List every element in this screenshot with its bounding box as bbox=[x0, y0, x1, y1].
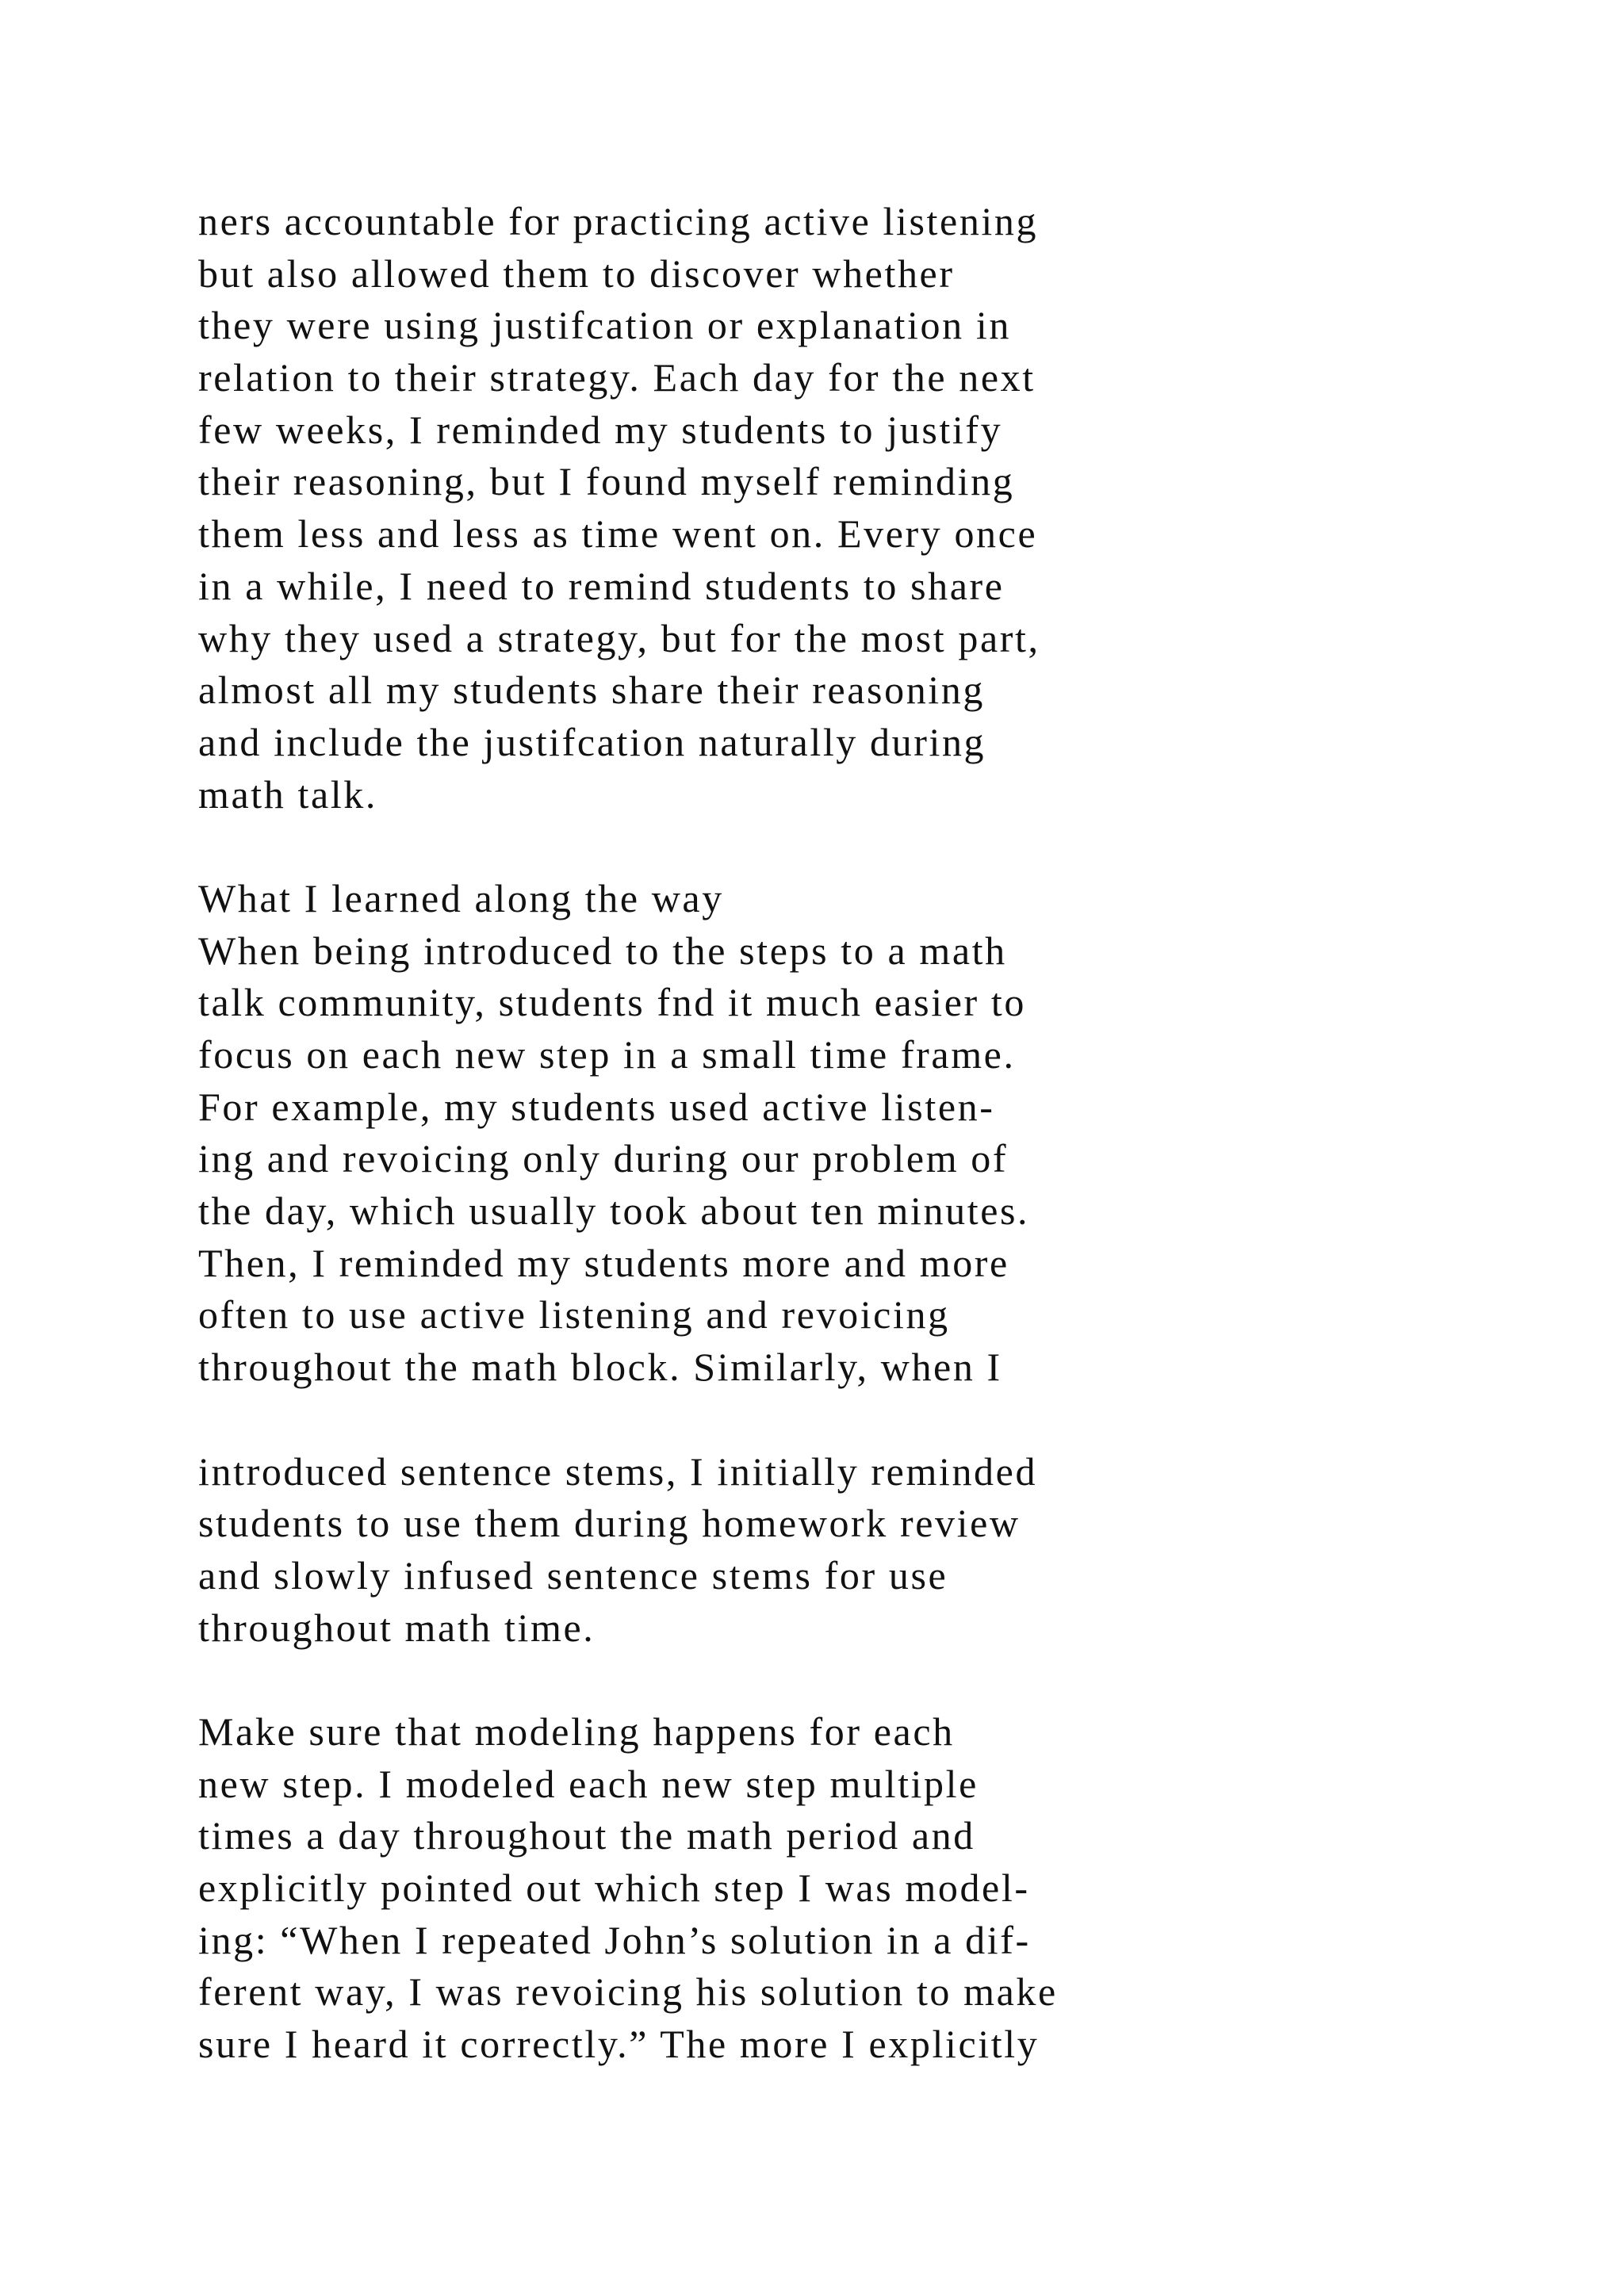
text-line: ing and revoicing only during our problem of bbox=[198, 1136, 1009, 1181]
section-heading: What I learned along the way bbox=[198, 875, 724, 920]
text-line: them less and less as time went on. Every once bbox=[198, 511, 1038, 557]
text-line: ners accountable for practicing active listening bbox=[198, 199, 1039, 243]
text-line: Then, I reminded my students more and more bbox=[198, 1240, 1009, 1285]
text-line: often to use active listening and revoicing bbox=[198, 1292, 950, 1337]
text-line: students to use them during homework review bbox=[198, 1501, 1021, 1546]
paragraph-gap bbox=[198, 1654, 1388, 1706]
text-line: sure I heard it correctly.” The more I explicitly bbox=[198, 2022, 1040, 2067]
text-line: introduced sentence stems, I initially reminded bbox=[198, 1448, 1038, 1494]
text-line: the day, which usually took about ten minutes. bbox=[198, 1188, 1030, 1234]
body-text bbox=[198, 196, 1388, 2071]
text-line: and slowly infused sentence stems for use bbox=[198, 1552, 948, 1598]
text-line: their reasoning, but I found myself reminding bbox=[198, 459, 1015, 504]
text-line: but also allowed them to discover whether bbox=[198, 251, 955, 296]
text-line: in a while, I need to remind students to share bbox=[198, 563, 1005, 608]
text-line: When being introduced to the steps to a math bbox=[198, 928, 1007, 973]
paragraph-gap bbox=[198, 821, 1388, 873]
text-line: few weeks, I reminded my students to justify bbox=[198, 407, 1003, 452]
text-line: throughout math time. bbox=[198, 1605, 596, 1650]
text-line: they were using justifcation or explanation in bbox=[198, 303, 1011, 348]
text-line: explicitly pointed out which step I was model- bbox=[198, 1866, 1030, 1910]
text-line: ferent way, I was revoicing his solution to make bbox=[198, 1969, 1058, 2015]
text-line: relation to their strategy. Each day for the next bbox=[198, 355, 1036, 400]
text-line: times a day throughout the math period and bbox=[198, 1813, 975, 1858]
text-line: throughout the math block. Similarly, when I bbox=[198, 1345, 1002, 1390]
text-line: ing: “When I repeated John’s solution in a dif- bbox=[198, 1917, 1031, 1962]
text-line: math talk. bbox=[198, 771, 377, 817]
text-line: focus on each new step in a small time frame. bbox=[198, 1032, 1016, 1077]
text-line: talk community, students fnd it much easier to bbox=[198, 980, 1026, 1025]
text-line: new step. I modeled each new step multiple bbox=[198, 1761, 979, 1806]
text-line: why they used a strategy, but for the most part, bbox=[198, 615, 1040, 660]
text-line: For example, my students used active listen- bbox=[198, 1084, 995, 1129]
text-line: almost all my students share their reasoning bbox=[198, 668, 985, 713]
text-line: and include the justifcation naturally during bbox=[198, 719, 986, 764]
text-line: Make sure that modeling happens for each bbox=[198, 1709, 955, 1754]
column-break-gap bbox=[198, 1394, 1388, 1446]
